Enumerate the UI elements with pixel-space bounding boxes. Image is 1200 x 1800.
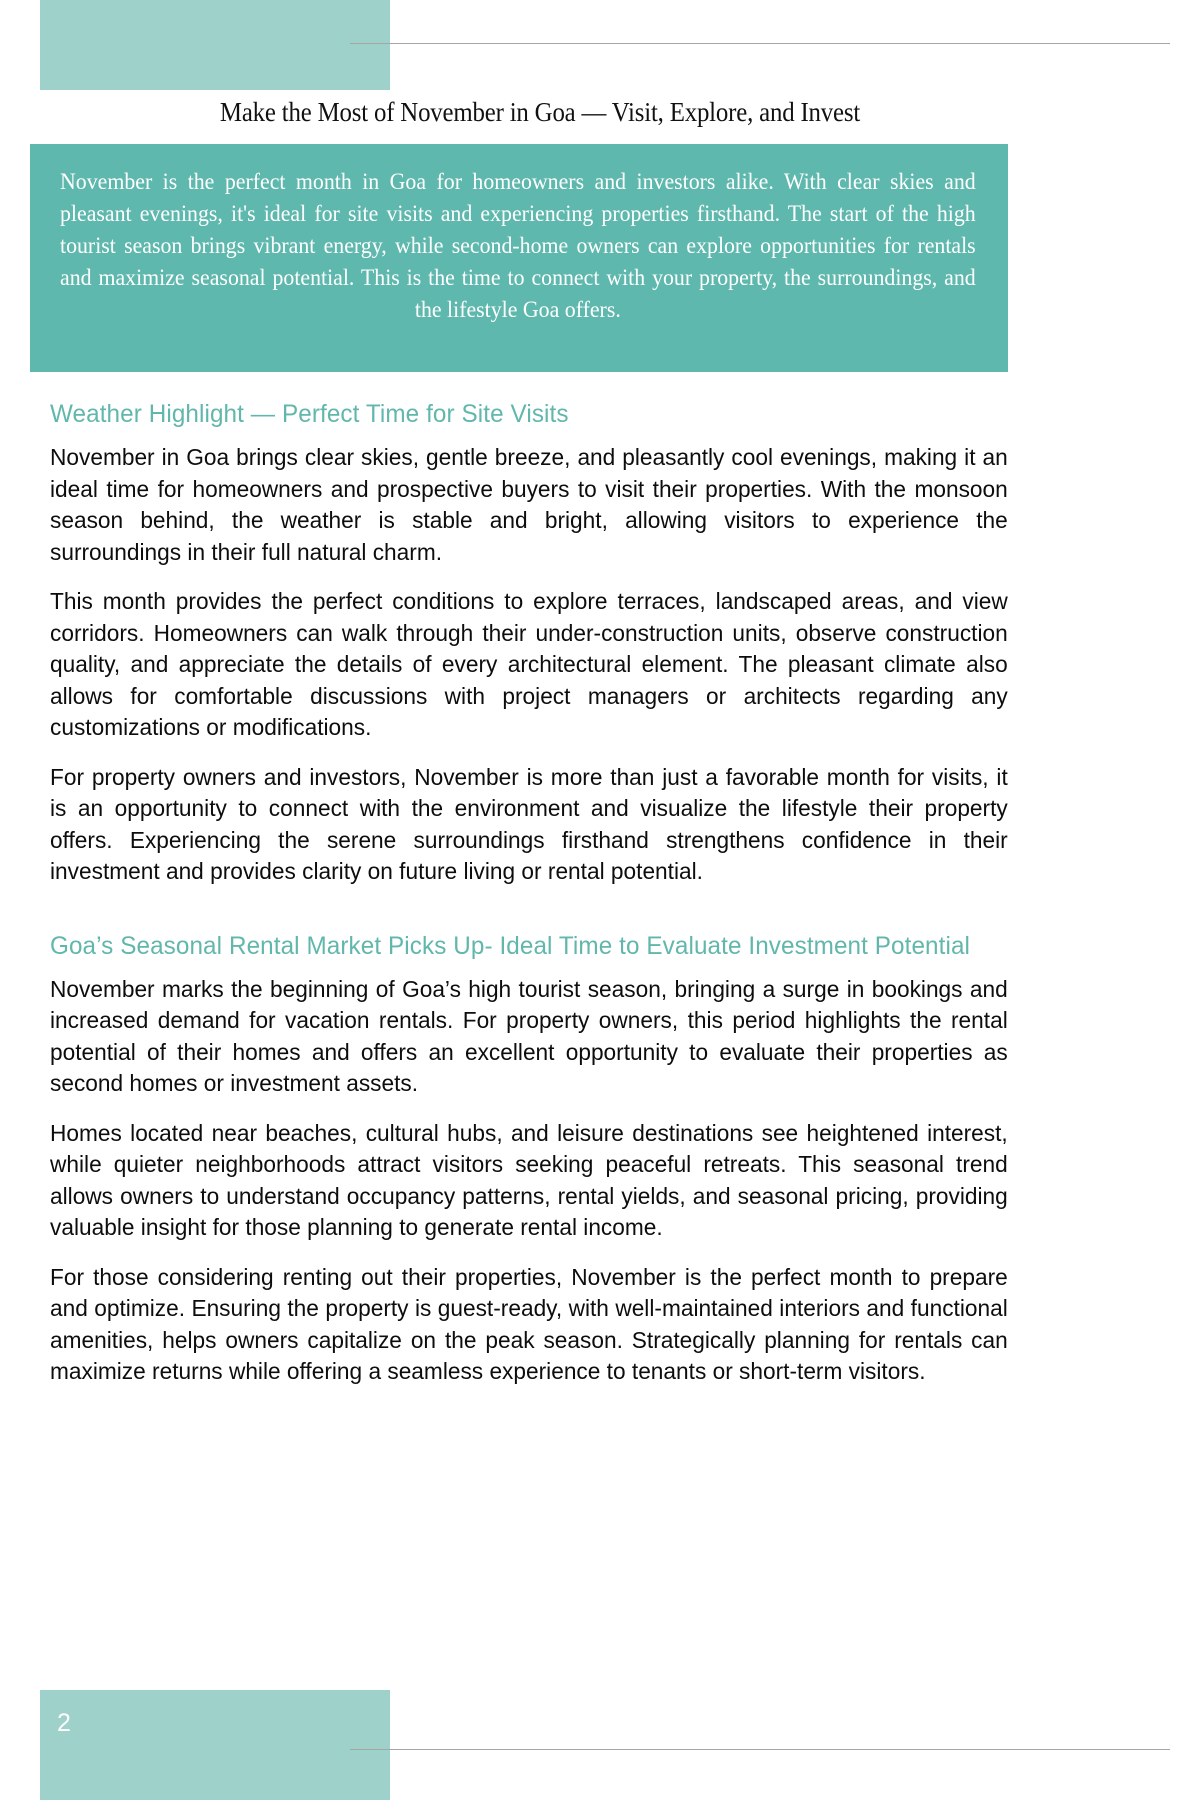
section-heading-weather: Weather Highlight — Perfect Time for Site Visits — [50, 400, 569, 428]
page-number: 2 — [57, 1709, 71, 1737]
paragraph: This month provides the perfect conditions to explore terraces, landscaped areas, and view corridors. Homeowners can walk through their under-construction units, observe construction quality, and appreciate the details of every architectural element. The pleasant climate also allows for comfortable discussions with project managers or architects regarding any customizations or modifications. — [50, 588, 1008, 740]
intro-highlight-box — [30, 144, 1008, 372]
footer-decorative-band — [40, 1690, 390, 1800]
paragraph: Homes located near beaches, cultural hubs, and leisure destinations see heightened interest, while quieter neighborhoods attract visitors seeking peaceful retreats. This seasonal trend allows owners to understand occupancy patterns, rental yields, and seasonal pricing, providing valuable insight for those planning to generate rental income. — [50, 1119, 1008, 1240]
header-decorative-band — [40, 0, 390, 90]
header-divider-rule — [350, 43, 1170, 44]
article-body — [50, 398, 1008, 1388]
paragraph: November in Goa brings clear skies, gentle breeze, and pleasantly cool evenings, making it an ideal time for homeowners and prospective buyers to visit their properties. With the monsoon season behind, the weather is stable and bright, allowing visitors to experience the surroundings in their full natural charm. — [50, 444, 1008, 565]
paragraph: November marks the beginning of Goa’s high tourist season, bringing a surge in bookings and increased demand for vacation rentals. For property owners, this period highlights the rental potential of their homes and offers an excellent opportunity to evaluate their properties as second homes or investment assets. — [50, 975, 1008, 1096]
page-title: Make the Most of November in Goa — Visit, Explore, and Invest — [219, 97, 861, 127]
paragraph: For those considering renting out their properties, November is the perfect month to prepare and optimize. Ensuring the property is guest-ready, with well-maintained interiors and functional amenities, helps owners capitalize on the peak season. Strategically planning for rentals can maximize returns while offering a seamless experience to tenants or short-term visitors. — [50, 1263, 1008, 1384]
intro-paragraph: November is the perfect month in Goa for homeowners and investors alike. With clear skies and pleasant evenings, it's ideal for site visits and experiencing properties firsthand. The start of the high tourist season brings vibrant energy, while second-home owners can explore opportunities for rentals and maximize seasonal potential. This is the time to connect with your property, the surroundings, and the lifestyle Goa offers. — [60, 169, 976, 322]
section-heading-rental-market: Goa’s Seasonal Rental Market Picks Up- Ideal Time to Evaluate Investment Potential — [50, 931, 971, 960]
paragraph: For property owners and investors, November is more than just a favorable month for visits, it is an opportunity to connect with the environment and visualize the lifestyle their property offers. Experiencing the serene surroundings firsthand strengthens confidence in their investment and provides clarity on future living or rental potential. — [50, 763, 1008, 884]
footer-divider-rule — [350, 1749, 1170, 1750]
